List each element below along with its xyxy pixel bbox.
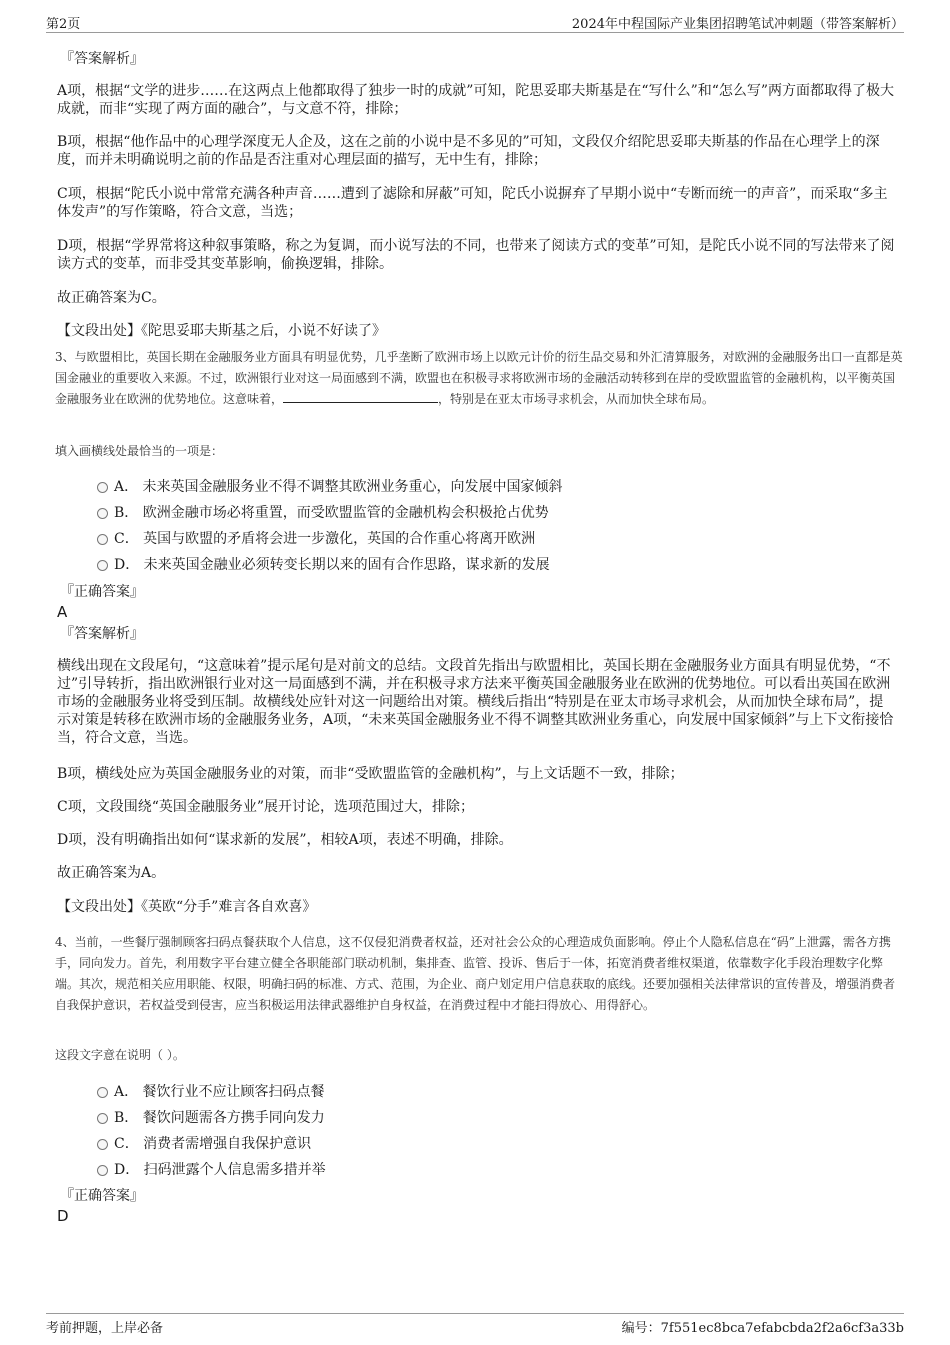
q2-analysis-b: B项，根据“他作品中的心理学深度无人企及，这在之前的小说中是不多见的”可知，文段仅介绍陀思妥耶夫斯基的作品在心理学上的深度，而并未明确说明之前的作品是否注重对心理层面的描写，无中生有，排除； — [57, 134, 880, 168]
q3-analysis-label: 『答案解析』 — [60, 626, 144, 642]
q3-stem — [55, 347, 905, 410]
radio-icon[interactable] — [97, 508, 108, 519]
q3-answer: A — [57, 603, 68, 621]
q4-option-a-label: A． 餐饮行业不应让顾客扫码点餐 — [114, 1084, 325, 1100]
page-footer — [46, 1313, 904, 1336]
radio-icon[interactable] — [97, 1165, 108, 1176]
q3-option-b-label: B． 欧洲金融市场必将重置，而受欧盟监管的金融机构会积极抢占优势 — [114, 505, 549, 521]
footer-slogan: 考前押题，上岸必备 — [46, 1321, 164, 1336]
page-number: 第2页 — [46, 17, 81, 32]
document-title: 2024年中程国际产业集团招聘笔试冲刺题（带答案解析） — [571, 17, 904, 32]
q2-source: 【文段出处】《陀思妥耶夫斯基之后，小说不好读了》 — [57, 323, 386, 339]
radio-icon[interactable] — [97, 482, 108, 493]
q3-stem-after: ，特别是在亚太市场寻求机会，从而加快全球布局。 — [438, 392, 715, 406]
q3-analysis-c: C项，文段围绕“英国金融服务业”展开讨论，选项范围过大，排除； — [57, 799, 475, 815]
q2-conclusion: 故正确答案为C。 — [57, 290, 166, 306]
q4-answer: D — [57, 1207, 69, 1225]
q4-answer-label: 『正确答案』 — [60, 1188, 144, 1204]
q4-option-b-label: B． 餐饮问题需各方携手同向发力 — [114, 1110, 325, 1126]
q2-analysis-label: 『答案解析』 — [60, 51, 144, 67]
q3-prompt: 填入画横线处最恰当的一项是： — [55, 444, 224, 458]
radio-icon[interactable] — [97, 534, 108, 545]
q4-stem: 4、当前，一些餐厅强制顾客扫码点餐获取个人信息，这不仅侵犯消费者权益，还对社会公众的心理造成负面影响。停止个人隐私信息在“码”上泄露，需各方携手，同向发力。首先，利用数字平台建立健全各职能部门联动机制，集排查、监管、投诉、售后于一体，拓宽消费者维权渠道，依靠数字化手段治理数字化弊端。其次，规范相关应用职能、权限，明确扫码的标准、方式、范围，为企业、商户划定用户信息获取的底线。还要加强相关法律常识的宣传普及，增强消费者自我保护意识，若权益受到侵害，应当积极运用法律武器维护自身权益，在消费过程中才能扫得放心、用得舒心。 — [55, 935, 896, 1012]
radio-icon[interactable] — [97, 1087, 108, 1098]
q2-analysis-a: A项，根据“文学的进步……在这两点上他都取得了独步一时的成就”可知，陀思妥耶夫斯基是在“写什么”和“怎么写”两方面都取得了极大成就，而非“实现了两方面的融合”，与文意不符，排除； — [57, 83, 895, 117]
q3-source: 【文段出处】《英欧“分手”难言各自欢喜》 — [57, 899, 317, 915]
q2-analysis-c: C项，根据“陀氏小说中常常充满各种声音……遭到了滤除和屏蔽”可知，陀氏小说摒弃了早期小说中“专断而统一的声音”，而采取“多主体发声”的写作策略，符合文意，当选； — [57, 186, 888, 220]
radio-icon[interactable] — [97, 1113, 108, 1124]
radio-icon[interactable] — [97, 1139, 108, 1150]
q3-option-d-label: D． 未来英国金融业必须转变长期以来的固有合作思路，谋求新的发展 — [114, 557, 550, 573]
radio-icon[interactable] — [97, 560, 108, 571]
q4-option-d-label: D． 扫码泄露个人信息需多措并举 — [114, 1162, 326, 1178]
q4-option-c-label: C． 消费者需增强自我保护意识 — [114, 1136, 312, 1152]
page-header — [46, 12, 904, 33]
q4-prompt: 这段文字意在说明（ ）。 — [55, 1048, 185, 1062]
q3-blank-line — [283, 390, 438, 403]
q3-answer-label: 『正确答案』 — [60, 584, 144, 600]
q2-analysis-d: D项，根据“学界常将这种叙事策略，称之为复调，而小说写法的不同，也带来了阅读方式的变革”可知，是陀氏小说不同的写法带来了阅读方式的变革，而非受其变革影响，偷换逻辑，排除。 — [57, 238, 895, 272]
q3-option-c-label: C． 英国与欧盟的矛盾将会进一步激化，英国的合作重心将离开欧洲 — [114, 531, 536, 547]
document-code: 编号：7f551ec8bca7efabcbda2f2a6cf3a33b — [621, 1321, 904, 1336]
q3-analysis-a: 横线出现在文段尾句，“这意味着”提示尾句是对前文的总结。文段首先指出与欧盟相比，英国长期在金融服务业方面具有明显优势，“不过”引导转折，指出欧洲银行业对这一局面感到不满，并在积极寻求方法来平衡英国金融服务业在欧洲的优势地位。可以看出英国在欧洲市场的金融服务业将受到压制。故横线处应针对这一问题给出对策。横线后指出“特别是在亚太市场寻求机会，从而加快全球布局”，提示对策是转移在欧洲市场的金融服务业务，A项，“未来英国金融服务业不得不调整其欧洲业务重心，向发展中国家倾斜”与上下文衔接恰当，符合文意，当选。 — [57, 658, 894, 746]
q3-option-a-label: A． 未来英国金融服务业不得不调整其欧洲业务重心，向发展中国家倾斜 — [114, 479, 563, 495]
q3-stem-before: 3、与欧盟相比，英国长期在金融服务业方面具有明显优势，几乎垄断了欧洲市场上以欧元计价的衍生品交易和外汇清算服务，对欧洲的金融服务出口一直都是英国金融业的重要收入来源。不过，欧洲银行业对这一局面感到不满，欧盟也在积极寻求将欧洲市场的金融活动转移到在岸的受欧盟监管的金融机构，以平衡英国金融服务业在欧洲的优势地位。这意味着， — [55, 350, 903, 406]
q3-conclusion: 故正确答案为A。 — [57, 865, 166, 881]
q3-analysis-b: B项，横线处应为英国金融服务业的对策，而非“受欧盟监管的金融机构”，与上文话题不一致，排除； — [57, 766, 684, 782]
q3-analysis-d: D项，没有明确指出如何“谋求新的发展”，相较A项，表述不明确，排除。 — [57, 832, 513, 848]
